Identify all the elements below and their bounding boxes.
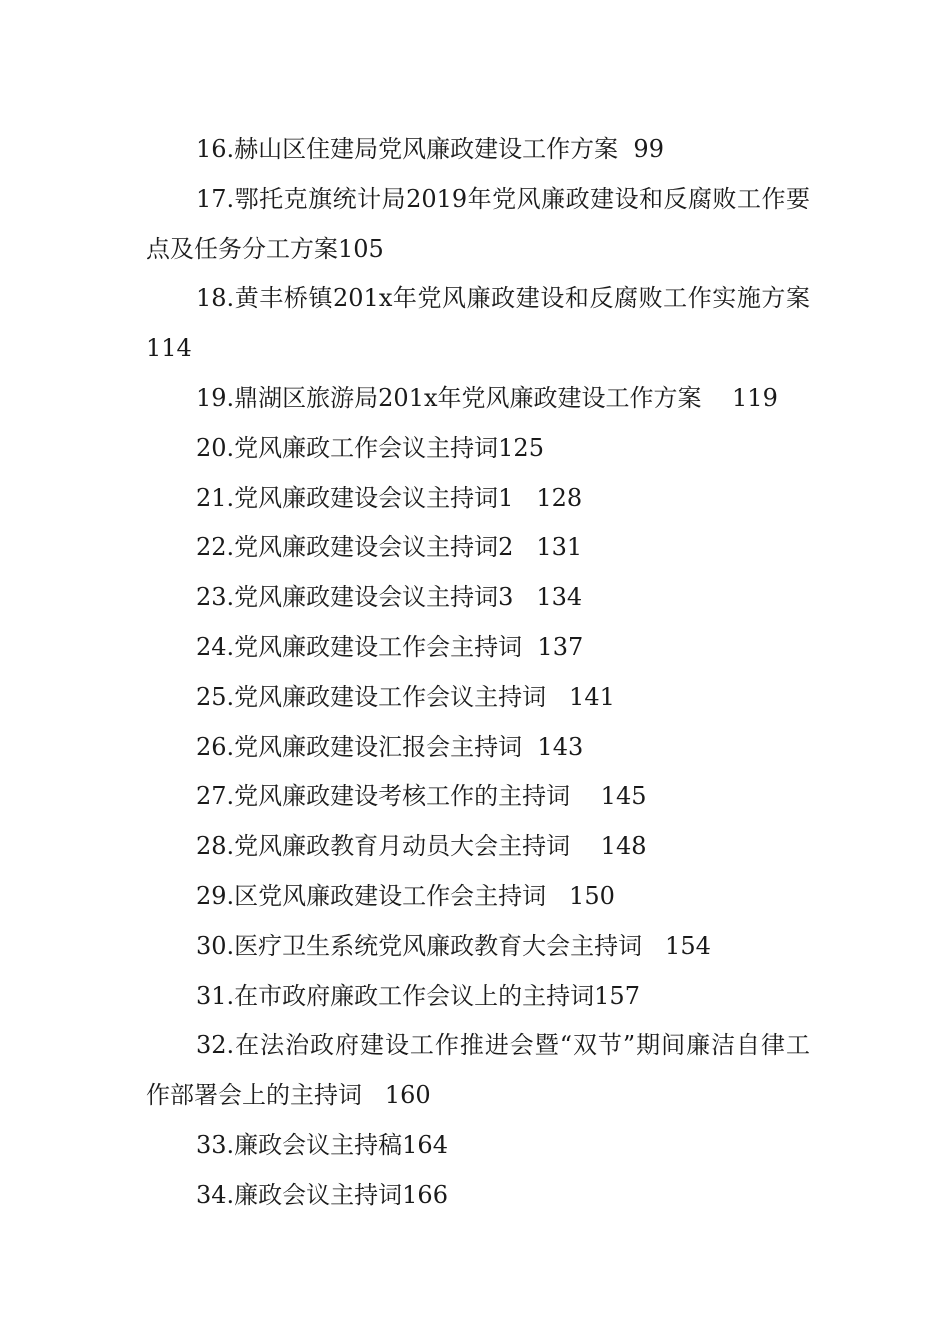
toc-entry-30: 30.医疗卫生系统党风廉政教育大会主持词 154 <box>196 931 711 960</box>
toc-entry-21: 21.党风廉政建设会议主持词1 128 <box>196 483 583 512</box>
toc-entry-23: 23.党风廉政建设会议主持词3 134 <box>196 583 583 612</box>
toc-entry-28: 28.党风廉政教育月动员大会主持词 148 <box>196 832 647 861</box>
toc-entry-17: 17.鄂托克旗统计局2019年党风廉政建设和反腐败工作要点及任务分工方案105 <box>146 184 810 263</box>
table-of-contents <box>146 125 818 1221</box>
toc-entry-31: 31.在市政府廉政工作会议上的主持词157 <box>196 981 640 1010</box>
toc-entry-33: 33.廉政会议主持稿164 <box>196 1130 448 1159</box>
toc-entry-25: 25.党风廉政建设工作会议主持词 141 <box>196 682 615 711</box>
toc-entry-18: 18.黄丰桥镇201x年党风廉政建设和反腐败工作实施方案 114 <box>146 284 818 363</box>
toc-entry-16: 16.赫山区住建局党风廉政建设工作方案 99 <box>196 135 664 163</box>
toc-entry-26: 26.党风廉政建设汇报会主持词 143 <box>196 732 584 761</box>
toc-entry-32: 32.在法治政府建设工作推进会暨“双节”期间廉洁自律工作部署会上的主持词 160 <box>146 1031 810 1110</box>
toc-entry-22: 22.党风廉政建设会议主持词2 131 <box>196 533 583 562</box>
toc-entry-29: 29.区党风廉政建设工作会主持词 150 <box>196 881 615 910</box>
toc-entry-24: 24.党风廉政建设工作会主持词 137 <box>196 632 584 661</box>
toc-entry-20: 20.党风廉政工作会议主持词125 <box>196 433 544 462</box>
toc-entry-34: 34.廉政会议主持词166 <box>196 1180 448 1209</box>
toc-entry-27: 27.党风廉政建设考核工作的主持词 145 <box>196 782 647 811</box>
toc-entry-19: 19.鼎湖区旅游局201x年党风廉政建设工作方案 119 <box>196 383 778 412</box>
